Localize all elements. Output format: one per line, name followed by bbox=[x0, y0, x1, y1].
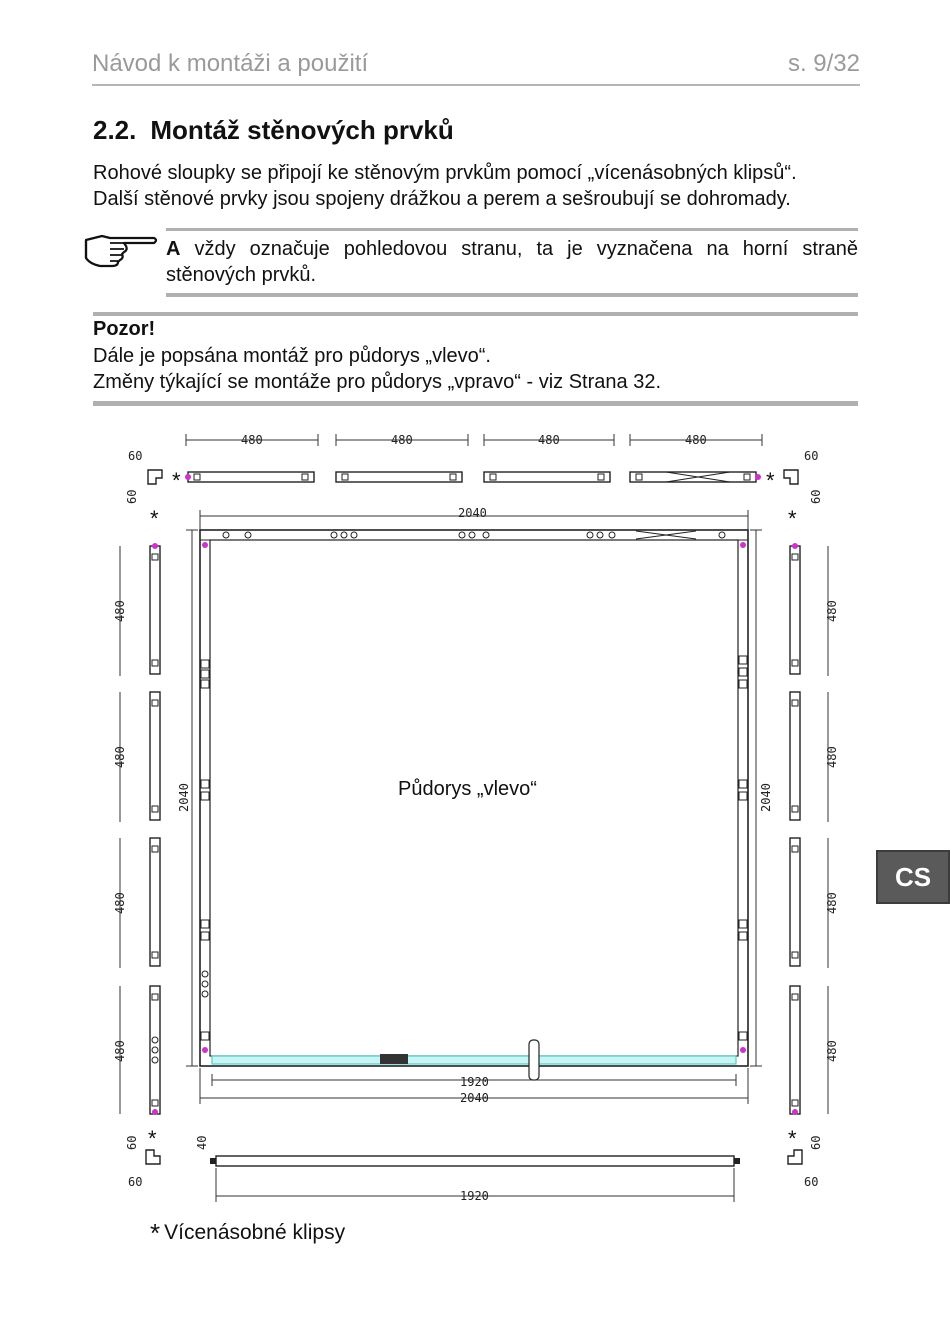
dim-left-panel-3: 480 bbox=[113, 892, 127, 914]
clip-star-right: * bbox=[788, 506, 797, 531]
dim-right-total: 2040 bbox=[759, 783, 773, 812]
dim-corner-bl-w: 60 bbox=[128, 1175, 143, 1189]
clip-star-bl: * bbox=[148, 1126, 157, 1151]
plan-label: Půdorys „vlevo“ bbox=[398, 778, 537, 800]
legend-text: Vícenásobné klipsy bbox=[164, 1221, 346, 1244]
dim-right-panel-1: 480 bbox=[825, 600, 839, 622]
dim-top-total: 2040 bbox=[458, 506, 487, 520]
dim-right-panel-3: 480 bbox=[825, 892, 839, 914]
dim-corner-tl-w: 60 bbox=[128, 449, 143, 463]
warning-line-2: Změny týkající se montáže pro půdorys „vpravo“ - viz Strana 32. bbox=[93, 371, 661, 393]
dim-corner-br-w: 60 bbox=[804, 1175, 819, 1189]
dim-beam-height: 40 bbox=[195, 1135, 209, 1150]
clip-star-tl: * bbox=[172, 468, 181, 493]
dim-left-panel-1: 480 bbox=[113, 600, 127, 622]
clip-star-tr: * bbox=[766, 468, 775, 493]
clip-star-left: * bbox=[150, 506, 159, 531]
header-title: Návod k montáži a použití bbox=[92, 50, 369, 77]
dim-corner-br-h: 60 bbox=[809, 1135, 823, 1150]
note-body: vždy označuje pohledovou stranu, ta je vyznačena na horní straně stěnových prvků. bbox=[166, 238, 858, 286]
dim-left-total: 2040 bbox=[177, 783, 191, 812]
warning-title: Pozor! bbox=[93, 318, 156, 340]
dim-top-panel-3: 480 bbox=[538, 433, 560, 447]
dim-left-panel-2: 480 bbox=[113, 746, 127, 768]
dim-left-panel-4: 480 bbox=[113, 1040, 127, 1062]
dim-bottom-total: 2040 bbox=[460, 1091, 489, 1105]
dim-corner-tr-h: 60 bbox=[809, 489, 823, 504]
dim-right-panel-2: 480 bbox=[825, 746, 839, 768]
dim-beam-length: 1920 bbox=[460, 1189, 489, 1203]
language-tab: CS bbox=[876, 850, 950, 904]
dim-top-panel-1: 480 bbox=[241, 433, 263, 447]
legend bbox=[150, 1218, 345, 1249]
dim-top-panel-4: 480 bbox=[685, 433, 707, 447]
dim-corner-bl-h: 60 bbox=[125, 1135, 139, 1150]
legend-star: * bbox=[150, 1218, 161, 1248]
section-number: 2.2. bbox=[93, 115, 137, 145]
dim-corner-tl-h: 60 bbox=[125, 489, 139, 504]
intro-line-1: Rohové sloupky se připojí ke stěnovým prvkům pomocí „vícenásobných klipsů“. bbox=[93, 162, 797, 184]
dim-corner-tr-w: 60 bbox=[804, 449, 819, 463]
section-title: Montáž stěnových prvků bbox=[150, 115, 454, 145]
dim-right-panel-4: 480 bbox=[825, 1040, 839, 1062]
dim-bottom-inner: 1920 bbox=[460, 1075, 489, 1089]
dim-top-panel-2: 480 bbox=[391, 433, 413, 447]
warning-line-1: Dále je popsána montáž pro půdorys „vlevo“. bbox=[93, 345, 491, 367]
clip-star-br: * bbox=[788, 1126, 797, 1151]
intro-line-2: Další stěnové prvky jsou spojeny drážkou a perem a sešroubují se dohromady. bbox=[93, 188, 791, 210]
page-number: s. 9/32 bbox=[787, 50, 860, 77]
note-bold-marker: A bbox=[166, 238, 181, 260]
